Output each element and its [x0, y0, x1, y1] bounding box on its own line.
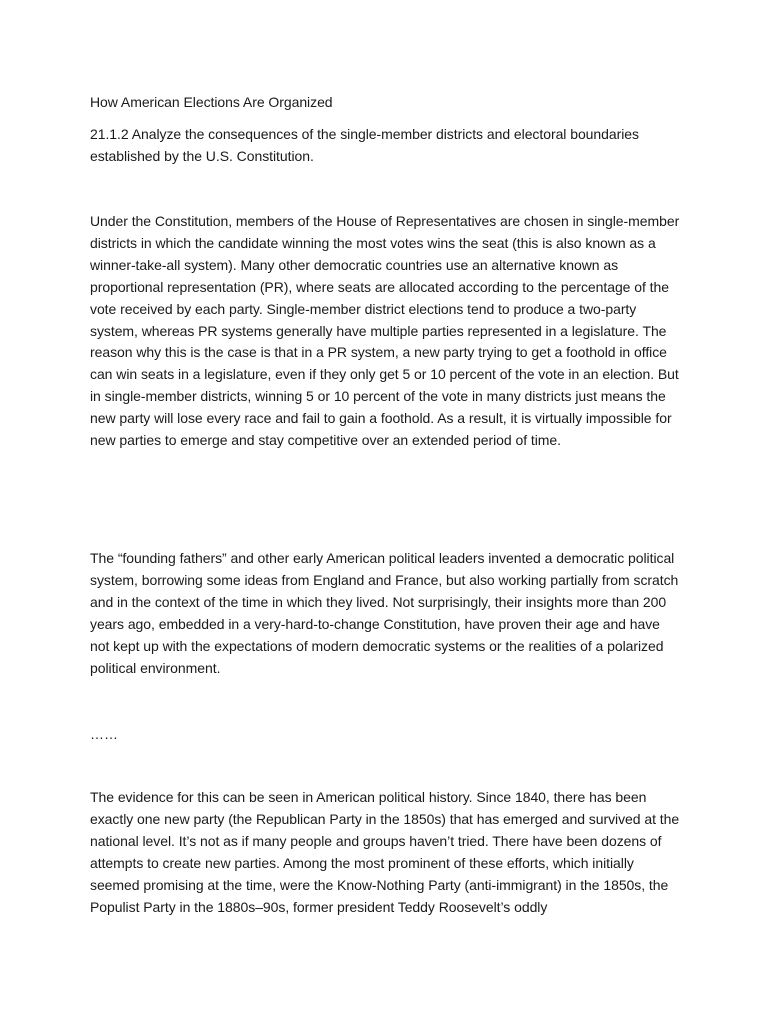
- document-title: How American Elections Are Organized: [90, 94, 333, 110]
- learning-objective: 21.1.2 Analyze the consequences of the single-member districts and electoral boundaries established by the U.S. Constitution.: [90, 126, 639, 164]
- paragraph-single-member-districts: Under the Constitution, members of the House of Representatives are chosen in single-member districts in which the candidate winning the most votes wins the seat (this is also known as a winner-take-all system). Many other democratic countries use an alternative known as proportional representation (PR), where seats are allocated according to the percentage of the vote received by each party. Single-member district elections tend to produce a two-party system, whereas PR systems generally have multiple parties represented in a legislature. The reason why this is the case is that in a PR system, a new party trying to get a foothold in office can win seats in a legislature, even if they only get 5 or 10 percent of the vote in an election. But in single-member districts, winning 5 or 10 percent of the vote in many districts just means the new party will lose every race and fail to gain a foothold. As a result, it is virtually impossible for new parties to emerge and stay competitive over an extended period of time.: [90, 213, 680, 449]
- paragraph-founding-fathers: The “founding fathers” and other early American political leaders invented a democratic political system, borrowing some ideas from England and France, but also working partially from scratch and in the context of the time in which they lived. Not surprisingly, their insights more than 200 years ago, embedded in a very-hard-to-change Constitution, have proven their age and have not kept up with the expectations of modern democratic systems or the realities of a polarized political environment.: [90, 550, 679, 676]
- omission-ellipsis: ……: [90, 726, 118, 742]
- paragraph-historical-evidence: The evidence for this can be seen in American political history. Since 1840, there has been exactly one new party (the Republican Party in the 1850s) that has emerged and survived at the national level. It’s not as if many people and groups haven’t tried. There have been dozens of attempts to create new parties. Among the most prominent of these efforts, which initially seemed promising at the time, were the Know-Nothing Party (anti-immigrant) in the 1850s, the Populist Party in the 1880s–90s, former president Teddy Roosevelt’s oddly: [90, 789, 680, 915]
